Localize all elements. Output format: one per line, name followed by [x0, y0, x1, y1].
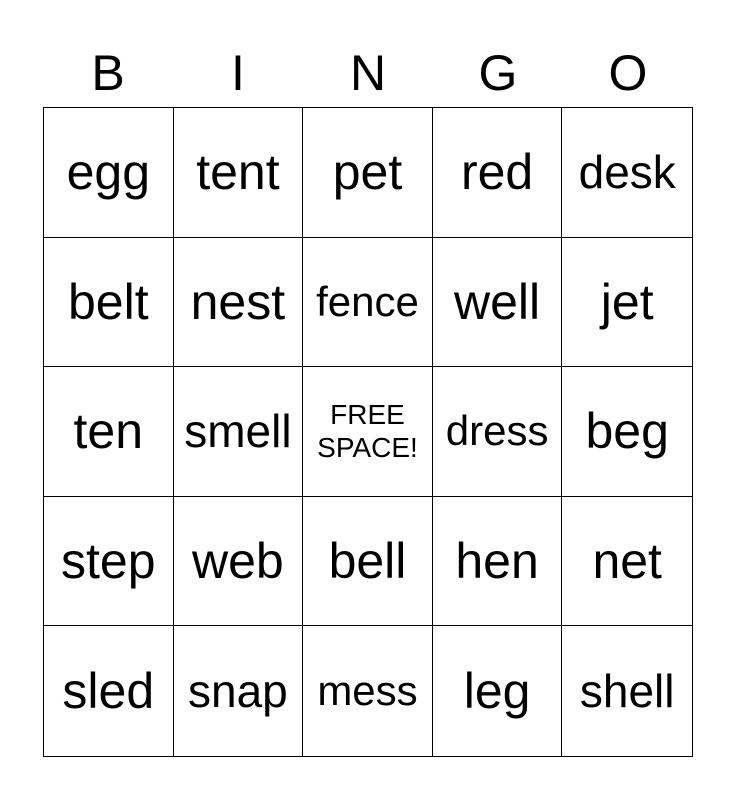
bingo-cell[interactable]: sled	[44, 626, 174, 756]
header-letter-n: N	[349, 45, 387, 101]
bingo-board	[43, 107, 693, 757]
bingo-cell[interactable]: leg	[433, 626, 563, 756]
bingo-cell[interactable]: fence	[303, 238, 433, 368]
bingo-cell[interactable]: web	[174, 497, 304, 627]
bingo-cell[interactable]: net	[562, 497, 692, 627]
bingo-cell[interactable]: ten	[44, 367, 174, 497]
bingo-cell[interactable]: jet	[562, 238, 692, 368]
bingo-cell[interactable]: mess	[303, 626, 433, 756]
bingo-cell[interactable]: snap	[174, 626, 304, 756]
bingo-cell[interactable]: egg	[44, 108, 174, 238]
bingo-cell[interactable]: tent	[174, 108, 304, 238]
header-letter-i: I	[231, 45, 245, 101]
bingo-cell[interactable]: belt	[44, 238, 174, 368]
bingo-cell[interactable]: step	[44, 497, 174, 627]
bingo-cell[interactable]: nest	[174, 238, 304, 368]
free-space-cell[interactable]: FREE SPACE!	[303, 367, 433, 497]
bingo-cell[interactable]: pet	[303, 108, 433, 238]
header-letter-o: O	[608, 45, 648, 101]
bingo-cell[interactable]: well	[433, 238, 563, 368]
bingo-cell[interactable]: smell	[174, 367, 304, 497]
bingo-cell[interactable]: hen	[433, 497, 563, 627]
bingo-cell[interactable]: red	[433, 108, 563, 238]
bingo-cell[interactable]: beg	[562, 367, 692, 497]
bingo-cell[interactable]: shell	[579, 665, 675, 718]
bingo-cell[interactable]: desk	[562, 108, 692, 238]
header-letter-b: B	[91, 45, 125, 101]
bingo-cell[interactable]: bell	[303, 497, 433, 627]
bingo-header	[43, 40, 693, 106]
header-letter-g: G	[478, 45, 518, 101]
bingo-cell[interactable]: dress	[433, 367, 563, 497]
